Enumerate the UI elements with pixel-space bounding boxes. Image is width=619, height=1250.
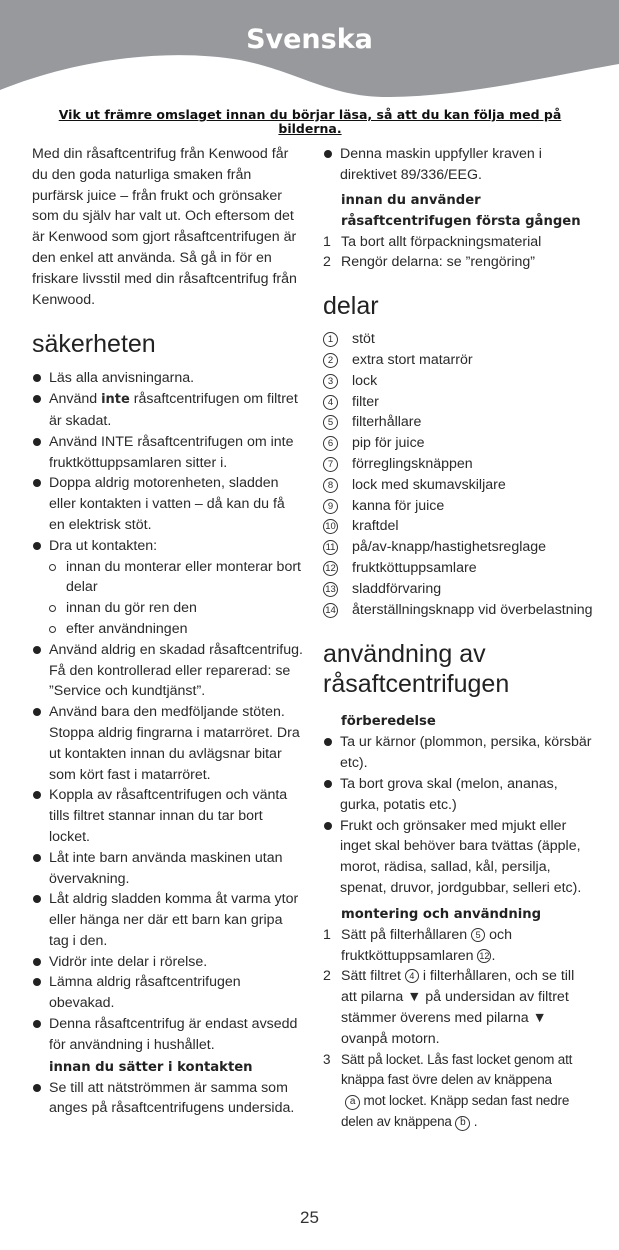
part-label: stöt — [352, 331, 375, 348]
part-item — [323, 454, 593, 475]
step-item — [323, 252, 593, 273]
part-number-badge: 11 — [323, 540, 338, 555]
list-item-text: Använd — [49, 391, 102, 408]
assembly-heading: montering och användning — [341, 906, 542, 922]
step-text: och fruktköttuppsamlaren — [341, 926, 512, 964]
part-item — [323, 600, 593, 621]
part-item — [323, 558, 593, 579]
part-number-badge: 8 — [323, 478, 338, 493]
assembly-steps — [323, 925, 593, 1133]
safety-heading: säkerheten — [32, 330, 156, 359]
page-title: Svenska — [246, 24, 373, 55]
part-item — [323, 412, 593, 433]
list-item: Doppa aldrig motorenheten, sladden eller kontakten i vatten – då kan du få en elektrisk stöt. — [32, 473, 304, 535]
part-number-badge: 10 — [323, 519, 338, 534]
first-use-steps — [323, 232, 593, 274]
part-label: pip för juice — [352, 435, 425, 452]
part-item — [323, 475, 593, 496]
list-item: Denna maskin uppfyller kraven i direktivet 89/336/EEG. — [323, 144, 593, 186]
list-item — [32, 536, 304, 640]
step-text: i filterhållaren, och se till att pilarna ▼ på undersidan av filtret stämmer överens med pilarna ▼ ovanpå motorn. — [341, 968, 575, 1047]
part-label: kanna för juice — [352, 497, 445, 514]
part-label: lock med skumavskiljare — [352, 476, 506, 493]
step-number: 1 — [323, 926, 331, 943]
step-item — [323, 966, 593, 1049]
list-item: Ta ur kärnor (plommon, persika, körsbär etc). — [323, 732, 593, 774]
parts-list — [323, 329, 593, 620]
list-item — [32, 389, 304, 432]
part-label: på/av-knapp/hastighetsreglage — [352, 539, 547, 556]
part-item — [323, 329, 593, 350]
part-label: kraftdel — [352, 518, 399, 535]
part-label: förreglingsknäppen — [352, 455, 473, 472]
part-reference-badge: 4 — [405, 969, 419, 983]
part-label: återställningsknapp vid överbelastning — [352, 601, 593, 618]
list-item: Använd aldrig en skadad råsaftcentrifug. Få den kontrollerad eller reparerad: se ”Service och kundtjänst”. — [32, 640, 304, 702]
list-item: Frukt och grönsaker med mjukt eller inget skal behöver bara tvättas (äpple, morot, rädisa, sallad, kål, persilja, spenat, druvor, jordgubbar, selleri etc). — [323, 816, 593, 899]
sub-list-item: innan du gör ren den — [32, 598, 304, 619]
step-text: Sätt filtret — [341, 968, 405, 985]
step-item — [323, 925, 593, 967]
sub-list-item: innan du monterar eller monterar bort delar — [32, 557, 304, 599]
before-plug-heading: innan du sätter i kontakten — [49, 1059, 253, 1075]
part-label: filterhållare — [352, 414, 422, 431]
step-number: 1 — [323, 233, 331, 250]
list-item: Lämna aldrig råsaftcentrifugen obevakad. — [32, 972, 304, 1014]
unplug-sublist — [32, 557, 304, 640]
step-number: 3 — [323, 1051, 331, 1067]
step-text: . — [470, 1113, 478, 1129]
list-item: Låt inte barn använda maskinen utan övervakning. — [32, 848, 304, 890]
step-text: . — [491, 947, 496, 964]
part-item — [323, 392, 593, 413]
part-reference-badge: 12 — [479, 950, 490, 961]
first-use-heading: innan du använder råsaftcentrifugen första gången — [341, 192, 581, 229]
header-banner — [0, 0, 619, 100]
part-item — [323, 496, 593, 517]
clip-a-badge: a — [345, 1095, 360, 1110]
preparation-heading: förberedelse — [341, 714, 436, 730]
part-item — [323, 433, 593, 454]
part-reference-badge: 5 — [471, 928, 485, 942]
list-item: Vidrör inte delar i rörelse. — [32, 952, 304, 973]
step-text: mot locket. Knäpp sedan fast nedre delen av knäppena — [341, 1093, 570, 1129]
part-label: fruktköttuppsamlare — [352, 559, 477, 576]
step-item — [323, 1050, 593, 1133]
step-text: Sätt på locket. Lås fast locket genom att knäppa fast övre delen av knäppena — [341, 1051, 573, 1088]
step-text: Ta bort allt förpackningsmaterial — [341, 233, 542, 250]
part-number-badge: 13 — [323, 582, 338, 597]
part-number-badge: 4 — [323, 395, 338, 410]
part-label: filter — [352, 393, 379, 410]
step-number: 2 — [323, 254, 331, 271]
intro-paragraph: Med din råsaftcentrifug från Kenwood får du den goda naturliga smaken från purfärsk juice – från frukt och grönsaker som du själv har valt ut. Och eftersom det är Kenwood som gjort råsaftcentrifugen är den enkel att använda. Så gå in för en friskare livsstil med din råsaftcentrifug från Kenwood. — [32, 146, 297, 308]
step-item — [323, 232, 593, 253]
before-plug-list — [32, 1078, 304, 1120]
list-item: Koppla av råsaftcentrifugen och vänta tills filtret stannar innan du tar bort locket. — [32, 785, 304, 847]
part-number-badge: 9 — [323, 499, 338, 514]
list-item: Låt aldrig sladden komma åt varma ytor eller hänga ner där ett barn kan gripa tag i den. — [32, 889, 304, 951]
preparation-list — [323, 732, 593, 898]
part-number-badge: 2 — [323, 353, 338, 368]
part-number-badge: 1 — [323, 332, 338, 347]
part-item — [323, 371, 593, 392]
right-column — [323, 144, 593, 1133]
fold-out-notice: Vik ut främre omslaget innan du börjar läsa, så att du kan följa med på bilderna. — [58, 107, 562, 136]
list-item-text: Dra ut kontakten: — [49, 537, 158, 554]
list-item: Använd INTE råsaftcentrifugen om inte fruktköttuppsamlaren sitter i. — [32, 432, 304, 474]
safety-list — [32, 368, 304, 1055]
part-item — [323, 537, 593, 558]
list-item: Denna råsaftcentrifug är endast avsedd för användning i hushållet. — [32, 1014, 304, 1056]
step-number: 2 — [323, 968, 331, 985]
left-column — [32, 144, 304, 1119]
directive-list — [323, 144, 593, 186]
part-label: extra stort matarrör — [352, 351, 473, 368]
part-item — [323, 350, 593, 371]
clip-b-badge: b — [455, 1116, 470, 1131]
list-item: Se till att nätströmmen är samma som anges på råsaftcentrifugens undersida. — [32, 1078, 304, 1120]
step-text: Rengör delarna: se ”rengöring” — [341, 254, 536, 271]
usage-heading: användning av råsaftcentrifugen — [323, 640, 510, 699]
part-number-badge: 3 — [323, 374, 338, 389]
sub-list-item: efter användningen — [32, 619, 304, 640]
part-number-badge: 7 — [323, 457, 338, 472]
part-label: lock — [352, 372, 378, 389]
list-item: Använd bara den medföljande stöten. Stoppa aldrig fingrarna i matarröret. Dra ut kontakten innan du avlägsnar bitar som kört fast i matarröret. — [32, 702, 304, 785]
part-number-badge: 5 — [323, 415, 338, 430]
list-item: Läs alla anvisningarna. — [32, 368, 304, 389]
list-item-text: råsaftcentrifugen om filtret är skadat. — [49, 391, 298, 429]
page-number: 25 — [300, 1208, 319, 1227]
part-number-badge: 6 — [323, 436, 338, 451]
part-number-badge: 12 — [323, 561, 338, 576]
step-text: Sätt på filterhållaren — [341, 926, 472, 943]
parts-heading: delar — [323, 292, 379, 321]
part-label: sladdförvaring — [352, 580, 442, 597]
part-item — [323, 579, 593, 600]
part-item — [323, 516, 593, 537]
part-number-badge: 14 — [323, 603, 338, 618]
emphasis-text: inte — [101, 392, 130, 408]
list-item: Ta bort grova skal (melon, ananas, gurka, potatis etc.) — [323, 774, 593, 816]
